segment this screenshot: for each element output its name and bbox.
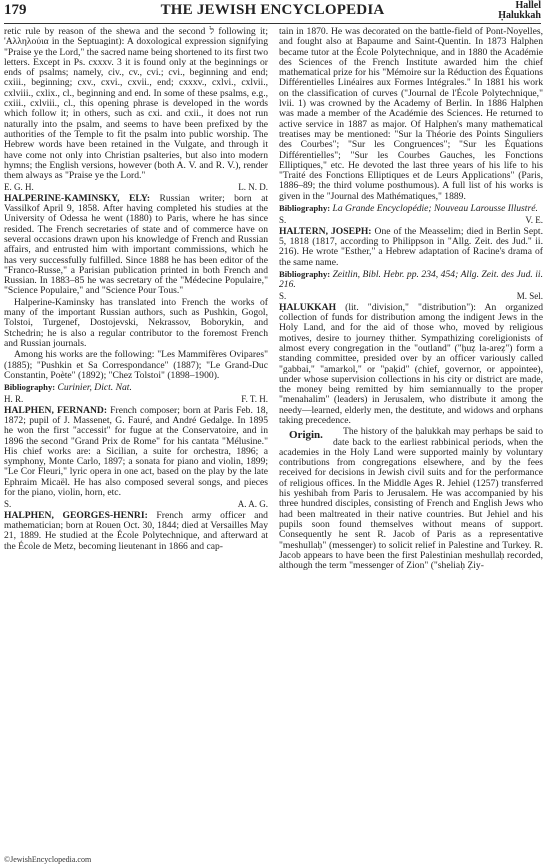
bibliography-text: La Grande Encyclopédie; Nouveau Larousse Illustré. (330, 203, 538, 215)
bibliography-label: Bibliography: (279, 268, 331, 279)
headword-halukkah: ḤALUKKAH (279, 301, 337, 313)
article-text: The history of the ḥalukkah may perhaps be said to date back to the earliest rabbinical periods, when the academies in the Holy Land were supported mainly by voluntary contributions from congregations elsewhere, and by the fees received for decisions in Jewish civil suits and for the performance of religious offices. In the Middle Ages R. Jehiel (1257) transferred his yeshibah from Paris to Jerusalem. He was accompanied by his three hundred disciples, consisting of French and English Jews who had been maltreated in their native countries. But Jehiel and his pupils soon found themselves without means of support. Consequently he sent R. Jacob of Paris as a representative "meshullaḥ" (messenger) to solicit relief in Palestine and Turkey. R. Jacob appears to have been the first Palestinian meshullaḥ recorded, although the term "messenger of Zion" ("sheliaḥ Ẓiy- (279, 426, 543, 572)
article-paragraph: Halperine-Kaminsky has translated into French the works of many of the important Russian authors, such as Pushkin, Gogol, Tolstoi, Turgenef, Dostojevski, Nekrassov, Boborykin, and Stchedrin; he is also a regular contributor to the foremost French and Russian journals. (4, 296, 268, 349)
bibliography-label: Bibliography: (279, 203, 331, 214)
bibliography-label: Bibliography: (4, 382, 56, 393)
signature-hallelujah (4, 182, 268, 192)
article-text: Russian writer; born at Vassilkof April 9, 1858. After having completed his studies at the University of Odessa he went (1880) to Paris, where he has since resided. The French secretaries of state and of commerce have on several occasions drawn upon his knowledge of French and Russian affairs, and entrusted him with important commissions, which he has very successfully fulfilled. Since 1888 he has been editor of the "Franco-Russe," a Parisian publication printed in both French and Russian. In 1883–85 he was secretary of the "Médecine Populaire," "Science Populaire," and "Science Pour Tous." (4, 192, 269, 297)
signature-initials: S. (279, 291, 287, 302)
page-number: 179 (4, 2, 27, 18)
bibliography-text: Zeitlin, Bibl. Hebr. pp. 234, 454; Allg. Zeit. des Jud. ii. 216. (279, 268, 543, 291)
article-text: French army officer and mathematician; born at Rouen Oct. 30, 1844; died at Versailles May 21, 1889. He studied at the École Polytechnique, and afterward at the École de Metz, becoming lieutenant in 1866 and cap- (4, 509, 268, 552)
signature-initials: S. (4, 499, 12, 510)
author-initials: L. N. D. (238, 182, 268, 193)
signature-halperine (4, 394, 268, 404)
article-halphen-georges (4, 511, 268, 552)
article-halukkah (279, 303, 543, 427)
bibliography-haltern (279, 269, 543, 291)
signature-initials: H. R. (4, 394, 24, 405)
article-text: One of the Measselim; died in Berlin Sept. 5, 1818 (1817, according to Philippson in "Allg. Zeit. des Jud." ii. 216). He wrote "Esther," a Hebrew adaptation of Racine's drama of the same name. (279, 225, 543, 268)
headword-halphen-fernand: HALPHEN, FERNAND: (4, 404, 108, 416)
right-column (279, 27, 543, 572)
bibliography-halperine (4, 382, 268, 393)
headword-halperine-kaminsky: HALPERINE-KAMINSKY, ELY: (4, 192, 151, 204)
article-paragraph-origin (279, 427, 543, 571)
article-haltern (279, 227, 543, 268)
left-column (4, 27, 268, 553)
signature-initials: S. (279, 215, 287, 226)
article-text: French composer; born at Paris Feb. 18, 1872; pupil of J. Massenet, G. Fauré, and André Gedalge. In 1895 he won the first "accessit" for fugue at the Conservatoire, and in 1896 the second "Grand Prix de Rome" for his cantata "Mélusine." His chief works are: a Sicilian, a suite for orchestra, 1896; a symphony, Monte Carlo, 1897; a sonata for piano and violin, 1899; "Le Cor Fleuri," lyric opera in one act, based on the play by the late Ephraim Micaël. He has also composed several songs, and pieces for the piano, violin, horn, etc. (4, 404, 268, 499)
signature-haltern (279, 291, 543, 301)
author-initials: V. E. (525, 215, 543, 226)
article-paragraph: Among his works are the following: "Les Mammifères Ovipares" (1885); "Pushkin et Sa Correspondance" (1887); "Le Grand-Duc Constantin, Poète" (1892); "Chez Tolstoi" (1898–1900). (4, 349, 268, 381)
author-initials: M. Sel. (516, 291, 543, 302)
header-rule (4, 23, 541, 24)
signature-initials: E. G. H. (4, 182, 34, 193)
signature-halphen-georges (279, 215, 543, 225)
hallelujah-continuation: retic rule by reason of the shewa and the second ל following it; 'Αλληλούια in the Septuagint): A doxological expression signifying "Praise ye the Lord," the sacred name being shortened to its first two letters. Except in Ps. cxxxv. 3 it is found only at the beginnings or ends of psalms; namely, civ., cv., cvi.; cvi., beginning and end; cxiii., beginning; cxv., cxvi., cxvii., end; cxxxv., cxlvi., cxlvii., cxlviii., cxlix., cl., beginning and end. In some of these psalms, e.g., cxiii., cxlviii., cl., this opening phrase is developed in the words which follow it; in others, such as cxi. and cxii., it does not run naturally into the psalm, and seems to have been prefixed by the authorities of the Temple to fit the psalm into public worship. The Hebrew words have been retained in the Vulgate, and through it have come not only into Christian psalteries, but also into modern hymns; the English versions, however (both A. V. and R. V.), render them always as "Praise ye the Lord." (4, 26, 268, 182)
bibliography-halphen-georges (279, 203, 543, 214)
catchword-second: Ḥalukkah (498, 10, 541, 21)
bibliography-text: Curinier, Dict. Nat. (55, 382, 132, 394)
margin-note-origin: Origin. (289, 429, 323, 442)
signature-halphen-fernand (4, 499, 268, 509)
article-halperine-kaminsky (4, 194, 268, 297)
article-text: (lit. "division," "distribution"): An organized collection of funds for distribution among the indigent Jews in the Holy Land, and for the aid of those who, moved by religious motives, desire to journey thither. Sympathizing coreligionists of almost every congregation in the "outland" ("ḥuẓ la-areẓ") form a standing committee, presided over by an officer variously called "gabbai," "amarkol," or "paḳid" (chief, governor, or appointee), under whose supervision collections in his city or district are made, the money being remitted by him semiannually to the proper "menahalim" (leaders) in Jerusalem, who distribute it among the needy—learned, elderly men, the destitute, and widows and orphans taking precedence. (279, 301, 543, 426)
author-initials: F. T. H. (241, 394, 268, 405)
catchword-first: Hallel (515, 0, 541, 11)
running-title: THE JEWISH ENCYCLOPEDIA (160, 2, 385, 18)
footer-credit: ©JewishEncyclopedia.com (4, 855, 92, 864)
article-halphen-georges-continued: tain in 1870. He was decorated on the battle-field of Pont-Noyelles, and fought also at Bapaume and Saint-Quentin. In 1873 Halphen became tutor at the École Polytechnique, and in 1880 the Académie des Sciences of the French Institute awarded him the chief mathematical prize for his "Mémoire sur la Réduction des Équations Différentielles Linéaires aux Formes Intégrales." In 1881 his work on the classification of curves ("Journal de l'École Polytechnique," lvii. 1) was crowned by the Academy of Berlin. In 1886 Halphen was made a member of the Académie des Sciences. He returned to active service in 1887 as major. Of Halphen's many mathematical treatises may be mentioned: "Sur la Théorie des Points Singuliers des Courbes"; "Sur les Congruences"; "Sur les Équations Différentielles"; "Sur les Courbes Gauches, les Fonctions Elliptiques," etc. He devoted the last three years of his life to his "Traité des Fonctions Elliptiques et de Leurs Applications" (Paris, 1886–89; the third volume posthumous). A full list of his works is given in the "Journal des Mathématiques," 1889. (279, 26, 543, 202)
headword-haltern: HALTERN, JOSEPH: (279, 225, 372, 237)
catchwords (498, 1, 541, 21)
author-initials: A. A. G. (237, 499, 268, 510)
article-halphen-fernand (4, 406, 268, 499)
headword-halphen-georges: HALPHEN, GEORGES-HENRI: (4, 509, 148, 521)
